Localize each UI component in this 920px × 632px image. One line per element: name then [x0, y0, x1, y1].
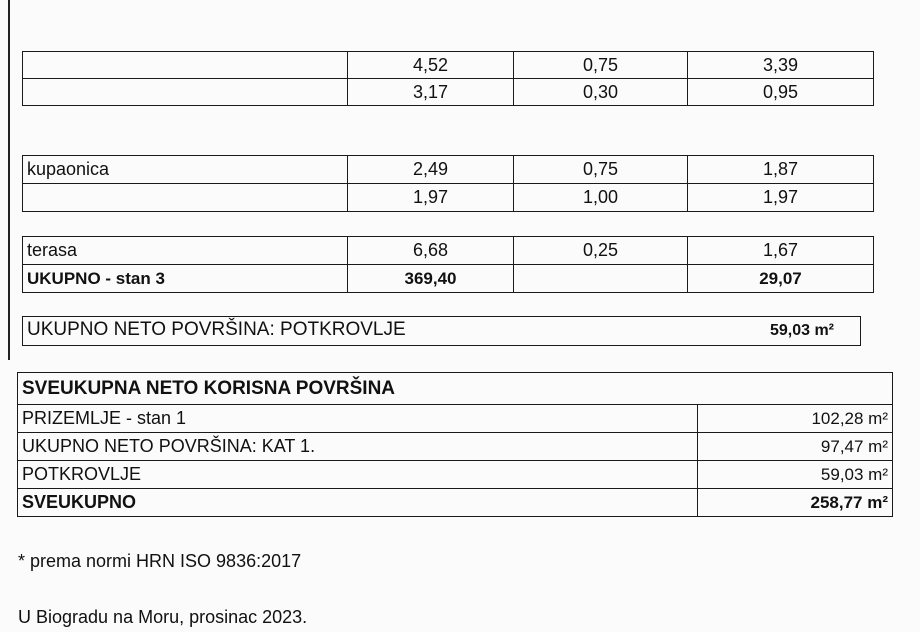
- room-label: [23, 79, 348, 106]
- summary-total-row: [18, 489, 893, 517]
- table-row: [23, 237, 874, 265]
- page-edge-line: [8, 0, 10, 360]
- area-table-upper: [22, 51, 874, 106]
- area-table-terrace: [22, 236, 874, 293]
- net-area-value: 1,67: [688, 237, 874, 265]
- room-label: [23, 184, 348, 212]
- coefficient-value: 0,30: [514, 79, 688, 106]
- net-area-value: 3,39: [688, 52, 874, 79]
- attic-net-area-label: UKUPNO NETO POVRŠINA: POTKROVLJE: [27, 319, 406, 340]
- place-and-date: U Biogradu na Moru, prosinac 2023.: [18, 607, 308, 627]
- total-area-value: 369,40: [348, 265, 514, 293]
- table-row: [23, 184, 874, 212]
- summary-row-value: 97,47 m²: [698, 433, 893, 461]
- total-coefficient-value: [514, 265, 688, 293]
- net-area-value: 0,95: [688, 79, 874, 106]
- summary-row-label: POTKROVLJE: [18, 461, 698, 489]
- summary-header-row: [18, 373, 893, 405]
- table-row: [23, 156, 874, 184]
- area-value: 3,17: [348, 79, 514, 106]
- summary-row: [18, 433, 893, 461]
- summary-total-value: 258,77 m²: [698, 489, 893, 517]
- room-label: kupaonica: [23, 156, 348, 184]
- area-value: 4,52: [348, 52, 514, 79]
- net-area-value: 1,97: [688, 184, 874, 212]
- summary-row-value: 102,28 m²: [698, 405, 893, 433]
- total-label: UKUPNO - stan 3: [23, 265, 348, 293]
- total-net-area-value: 29,07: [688, 265, 874, 293]
- attic-net-area-box: [22, 316, 861, 346]
- summary-table: [17, 372, 893, 517]
- summary-row-label: PRIZEMLJE - stan 1: [18, 405, 698, 433]
- summary-total-label: SVEUKUPNO: [18, 489, 698, 517]
- area-value: 2,49: [348, 156, 514, 184]
- coefficient-value: 1,00: [514, 184, 688, 212]
- attic-net-area-value: 59,03 m²: [769, 322, 834, 339]
- room-label: [23, 52, 348, 79]
- coefficient-value: 0,25: [514, 237, 688, 265]
- coefficient-value: 0,75: [514, 52, 688, 79]
- table-total-row: [23, 265, 874, 293]
- summary-row-value: 59,03 m²: [698, 461, 893, 489]
- summary-title: SVEUKUPNA NETO KORISNA POVRŠINA: [18, 373, 893, 405]
- standard-footnote: * prema normi HRN ISO 9836:2017: [18, 551, 302, 571]
- room-label: terasa: [23, 237, 348, 265]
- summary-row: [18, 461, 893, 489]
- coefficient-value: 0,75: [514, 156, 688, 184]
- table-row: [23, 52, 874, 79]
- table-row: [23, 79, 874, 106]
- area-value: 1,97: [348, 184, 514, 212]
- summary-row-label: UKUPNO NETO POVRŠINA: KAT 1.: [18, 433, 698, 461]
- area-table-bathroom: [22, 155, 874, 212]
- net-area-value: 1,87: [688, 156, 874, 184]
- area-value: 6,68: [348, 237, 514, 265]
- summary-row: [18, 405, 893, 433]
